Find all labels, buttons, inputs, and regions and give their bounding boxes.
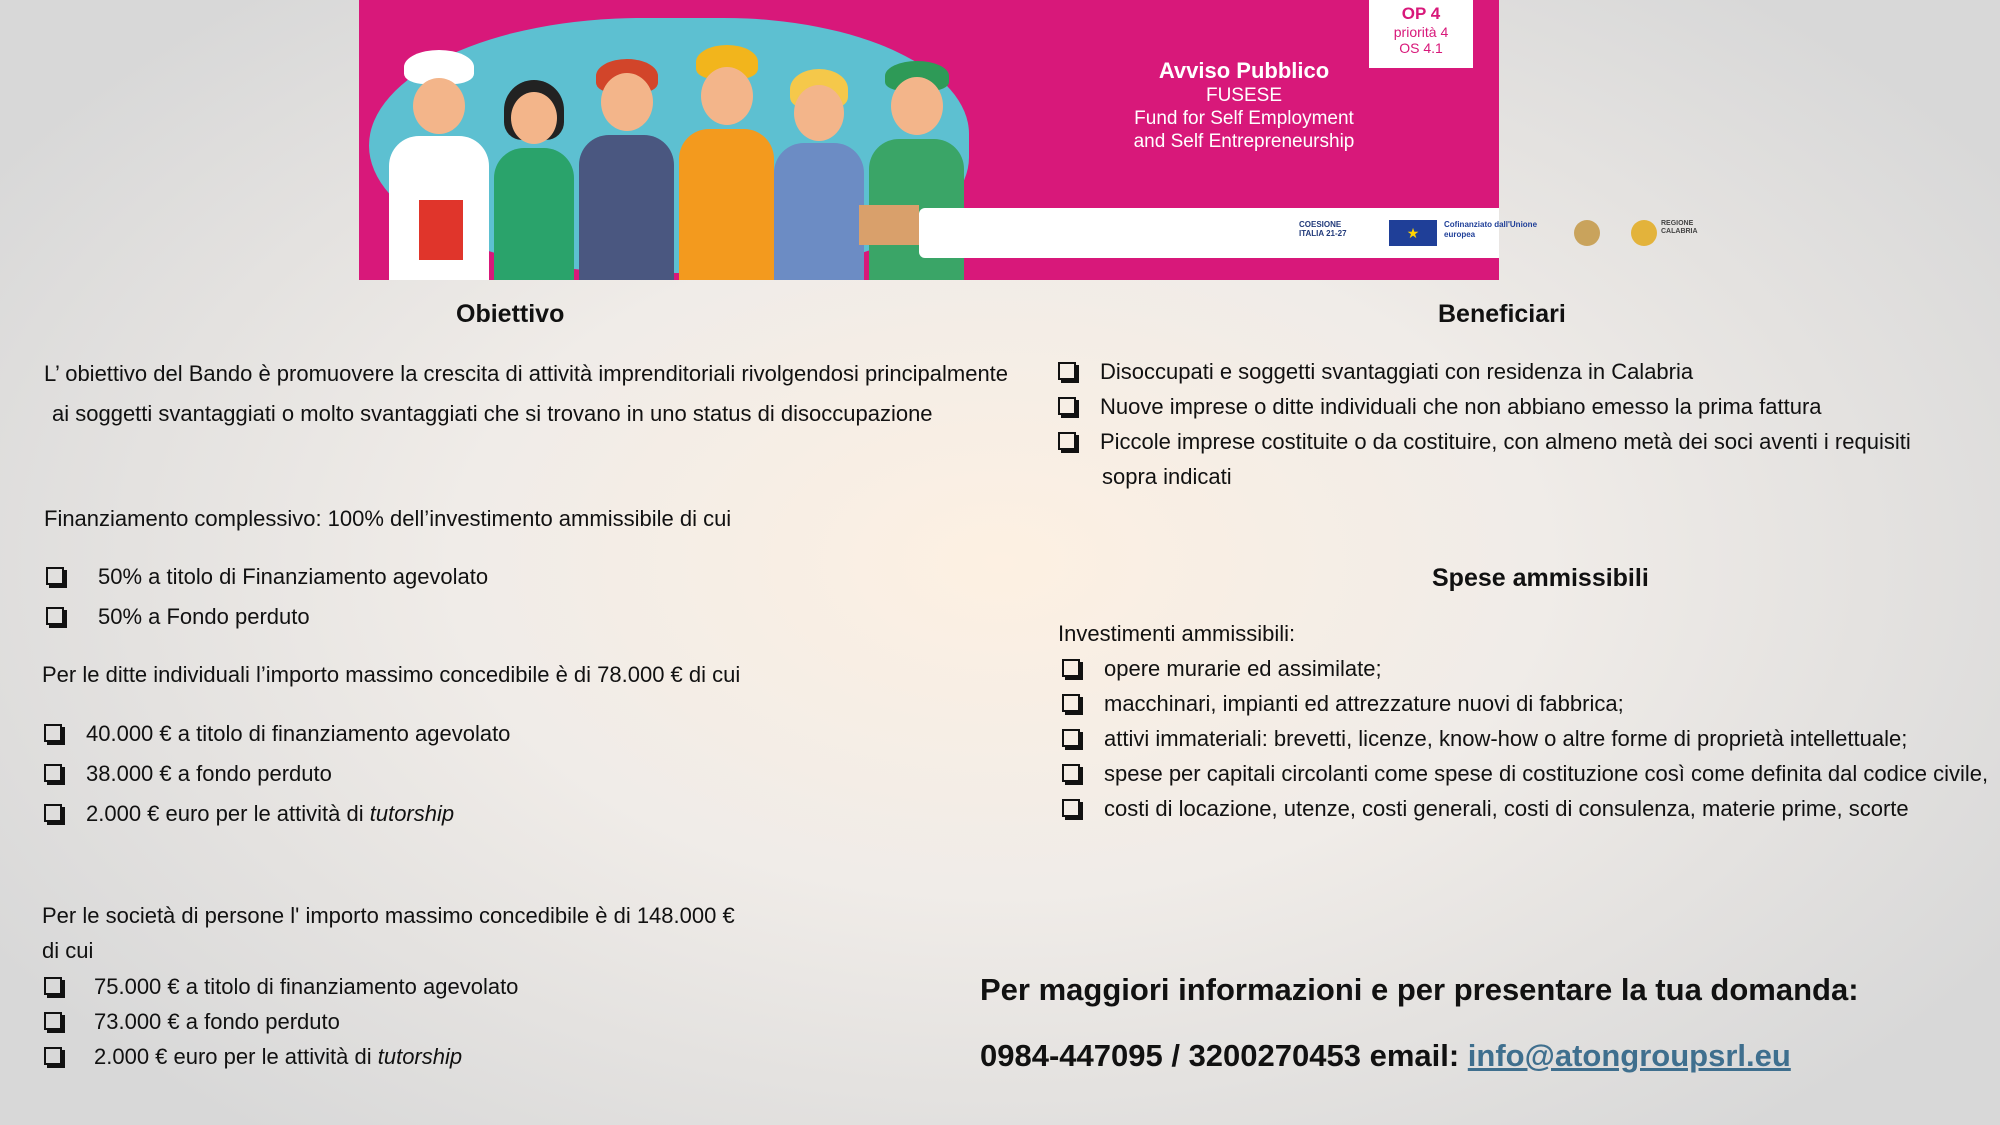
checkbox-icon bbox=[44, 1012, 62, 1030]
list-item: spese per capitali circolanti come spese di costituzione così come definita dal codice civile, bbox=[1062, 761, 1988, 787]
woman-figure bbox=[494, 70, 574, 280]
banner-subtitle-2: Fund for Self Employment bbox=[1134, 108, 1354, 129]
individual-title: Per le ditte individuali l’importo massimo concedibile è di 78.000 € di cui bbox=[42, 662, 741, 687]
logo-bar bbox=[919, 208, 1698, 258]
banner-title: Avviso Pubblico bbox=[1158, 58, 1330, 83]
logo-coesione: COESIONE ITALIA 21-27 bbox=[1299, 220, 1347, 238]
list-item: 40.000 € a titolo di finanziamento agevolato bbox=[44, 721, 510, 747]
checkbox-icon bbox=[44, 804, 62, 822]
objective-line-1: L’ obiettivo del Bando è promuovere la crescita di attività imprenditoriali rivolgendosi principalmente bbox=[44, 361, 1009, 386]
worker-figure bbox=[679, 45, 774, 280]
contact-phones bbox=[980, 1038, 1791, 1074]
italian-emblem-icon bbox=[1574, 220, 1600, 246]
list-item: 50% a titolo di Finanziamento agevolato bbox=[46, 564, 488, 590]
beneficiaries-continuation: sopra indicati bbox=[1102, 464, 1232, 489]
list-item: 38.000 € a fondo perduto bbox=[44, 761, 332, 787]
expenses-heading: Spese ammissibili bbox=[1432, 564, 1649, 592]
checkbox-icon bbox=[46, 567, 64, 585]
checkbox-icon bbox=[44, 977, 62, 995]
logo-cofinanziato: Cofinanziato dall'Unione europea bbox=[1444, 220, 1538, 239]
checkbox-icon bbox=[46, 607, 64, 625]
list-item: Nuove imprese o ditte individuali che non abbiano emesso la prima fattura bbox=[1058, 394, 1822, 420]
objective-heading: Obiettivo bbox=[456, 300, 565, 328]
list-item: 73.000 € a fondo perduto bbox=[44, 1009, 340, 1035]
op-label: OP 4 bbox=[1401, 4, 1441, 23]
banner-subtitle-3: and Self Entrepreneurship bbox=[1133, 131, 1355, 152]
list-item: costi di locazione, utenze, costi generali, costi di consulenza, materie prime, scorte bbox=[1062, 796, 1909, 822]
checkbox-icon bbox=[1062, 729, 1080, 747]
calabria-emblem-icon bbox=[1631, 220, 1657, 246]
list-item: 75.000 € a titolo di finanziamento agevolato bbox=[44, 974, 518, 1000]
objective-line-2: ai soggetti svantaggiati o molto svantaggiati che si trovano in uno status di disoccupazione bbox=[52, 401, 933, 426]
checkbox-icon bbox=[44, 764, 62, 782]
partnership-title-2: di cui bbox=[42, 938, 94, 963]
chef-figure bbox=[389, 50, 489, 280]
list-item: opere murarie ed assimilate; bbox=[1062, 656, 1382, 682]
checkbox-icon bbox=[1058, 432, 1076, 450]
list-item: attivi immateriali: brevetti, licenze, know-how o altre forme di proprietà intellettuale; bbox=[1062, 726, 1907, 752]
beneficiaries-heading: Beneficiari bbox=[1438, 300, 1566, 328]
checkbox-icon bbox=[1062, 799, 1080, 817]
partnership-title-1: Per le società di persone l' importo massimo concedibile è di 148.000 € bbox=[42, 903, 735, 928]
list-item: Piccole imprese costituite o da costituire, con almeno metà dei soci aventi i requisiti bbox=[1058, 429, 1911, 455]
logo-regione: REGIONE CALABRIA bbox=[1661, 220, 1698, 235]
investments-label: Investimenti ammissibili: bbox=[1058, 621, 1296, 646]
checkbox-icon bbox=[1058, 397, 1076, 415]
eu-flag-icon: ★ bbox=[1389, 220, 1437, 246]
priority-label: priorità 4 bbox=[1393, 24, 1449, 40]
checkbox-icon bbox=[1062, 694, 1080, 712]
os-label: OS 4.1 bbox=[1399, 40, 1443, 56]
businessman-figure bbox=[579, 55, 674, 280]
banner-title-block bbox=[1079, 58, 1409, 153]
checkbox-icon bbox=[44, 1047, 62, 1065]
list-item: 50% a Fondo perduto bbox=[46, 604, 310, 630]
list-item: 2.000 € euro per le attività di tutorship bbox=[44, 1044, 462, 1070]
email-link[interactable]: info@atongroupsrl.eu bbox=[1467, 1038, 1791, 1073]
list-item: macchinari, impianti ed attrezzature nuovi di fabbrica; bbox=[1062, 691, 1624, 717]
banner-image bbox=[359, 0, 1698, 280]
contact-info-line: Per maggiori informazioni e per presentare la tua domanda: bbox=[980, 972, 1859, 1007]
financing-total: Finanziamento complessivo: 100% dell’investimento ammissibile di cui bbox=[44, 506, 732, 531]
checkbox-icon bbox=[44, 724, 62, 742]
checkbox-icon bbox=[1062, 764, 1080, 782]
list-item: Disoccupati e soggetti svantaggiati con residenza in Calabria bbox=[1058, 359, 1693, 385]
list-item: 2.000 € euro per le attività di tutorship bbox=[44, 801, 454, 827]
banner-subtitle-1: FUSESE bbox=[1205, 85, 1283, 106]
carpenter-figure bbox=[774, 65, 864, 280]
phone-numbers: 0984-447095 / 3200270453 email: bbox=[980, 1038, 1468, 1073]
checkbox-icon bbox=[1062, 659, 1080, 677]
checkbox-icon bbox=[1058, 362, 1076, 380]
